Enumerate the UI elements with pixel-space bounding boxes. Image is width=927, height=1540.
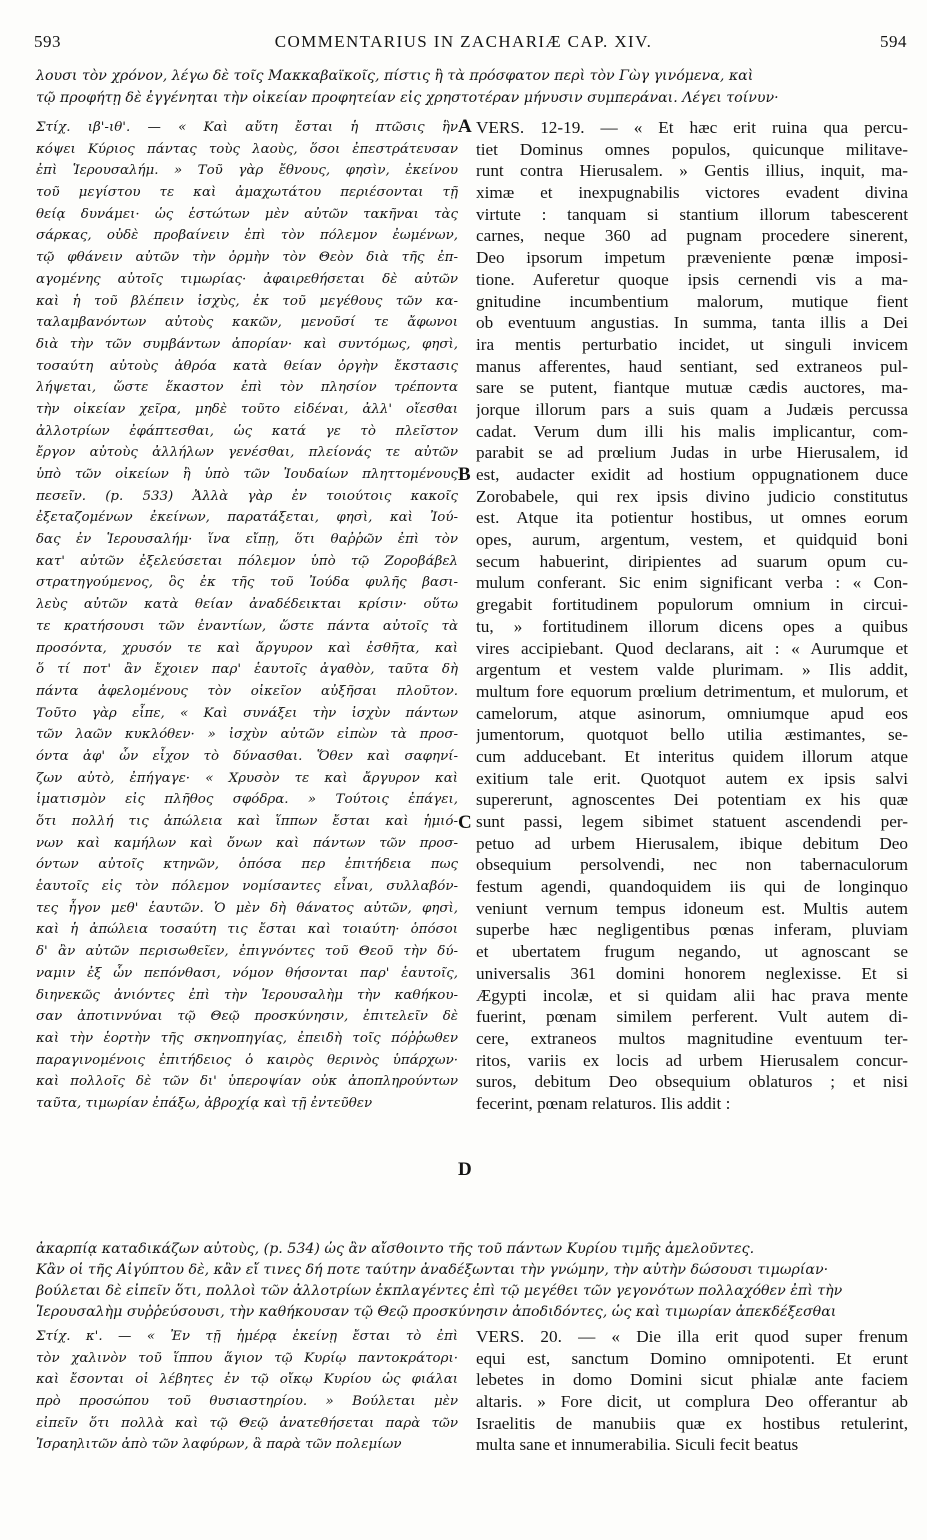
greek-text-line: ἔργον αὐτοὺς ἀλλήλων γενέσθαι, πλείονάς τε αὐτῶν [36,445,458,461]
greek-text-line: Ἰσραηλιτῶν ἀπὸ τῶν λαφύρων, ἃ παρὰ τῶν πολεμίων [36,1437,402,1453]
greek-text-line: παραγινομένοις ἐπιτήδειος ὁ καιρὸς θερινὸς ὑπάρχων· [36,1052,458,1068]
latin-text-line: ximæ et inexpugnabilis victores evadent divina [476,183,908,203]
greek-text-line: ζων αὐτὸ, ἐπήγαγε· « Χρυσὸν τε καὶ ἄργυρον καὶ [36,770,458,786]
greek-text-line: ἐξεταζομένων ἐκείνων, παρατάξεται, φησὶ, καὶ Ἰού- [36,510,458,526]
latin-column-upper [476,117,908,1115]
latin-text-line: festum agendi, quandoquidem iis qui de longinquo [476,877,908,897]
greek-text-line: πρὸ προσώπου τοῦ θυσιαστηρίου. » Βούλεται μὲν [36,1394,458,1410]
latin-text-line: superbe hæc negligentibus pœnas inferam, pluviam [476,920,908,940]
latin-text-line: cere, extraneos multos magnitudine eventuum ter- [476,1028,908,1048]
greek-text-line: ἑαυτοῖς εἰς τὸν πόλεμον νομίσαντες εἶναι, συλλαβόν- [36,879,458,895]
greek-text-line: κατ' αὐτῶν ἐξελεύσεται πόλεμον ὑπὸ τῷ Ζοροβάβελ [36,553,458,569]
latin-text-line: parabit se ad prœlium Judas in urbe Hierusalem, id [476,443,908,463]
latin-text-line: cadat. Verum dum illi his malis implicantur, com- [476,421,908,441]
greek-text-line: καὶ πολλοῖς δὲ τῶν δι' ὑπεροψίαν οὐκ ἀποπληρούντων [36,1074,458,1090]
latin-text-line: exitium tale erit. Quotquot autem ex ipsis salvi [476,768,908,788]
greek-text-line: πάντα ἀφελομένους τὸν οἰκεῖον αὐξῆσαι πλοῦτον. [36,683,458,699]
latin-text-line: universalis 361 domini honorem neglexisse. Et si [476,963,908,983]
greek-column-upper [36,117,458,1115]
latin-text-line: multum fore equorum prœlium detrimentum, et mulorum, et [476,681,908,701]
latin-text-line: vires accipiebant. Quod declarans, ait : « Aurumque et [476,638,908,658]
greek-text-line: πεσεῖν. (p. 533) Ἀλλὰ γὰρ ἐν τοιούτοις κακοῖς [36,488,458,504]
latin-text-line: opes, aurum, argentum, vestem, et quidquid boni [476,530,908,550]
greek-text-line: τῷ φθάνειν αὐτῶν τὴν ὁρμὴν τὸν Θεὸν διὰ τῆς ἐπ- [36,250,458,266]
latin-text-line: Israelitis de manubiis quæ ex hostibus retulerint, [476,1413,908,1433]
greek-text-line: τὸν χαλινὸν τοῦ ἵππου ἅγιον τῷ Κυρίῳ παντοκράτορι· [36,1350,458,1366]
latin-text-line: et ubertatem frugum negando, ut agnoscant se [476,942,908,962]
greek-text-line: ἀλλοτρίων ἐφάπτεσθαι, ὡς κατά γε τὸ πλεῖστον [36,423,458,439]
greek-text-line: θείᾳ δυνάμει· ὡς ἑστώτων μὲν αὐτῶν τακῆναι τὰς [36,206,458,222]
greek-text-line: ὅ τί ποτ' ἂν ἔχοιεν παρ' ἑαυτοῖς ἀγαθὸν, ταῦτα δὴ [36,662,458,678]
greek-text-line: ναμιν ἐξ ὧν πεπόνθασι, νόμον θήσονται παρ' ἑαυτοῖς, [36,965,458,981]
page-number-right: 594 [880,32,907,51]
latin-text-line: tu, » fortitudinem illorum dicens opes a quibus [476,616,908,636]
greek-text-line: τες ἦγον μεθ' ἑαυτῶν. Ὁ μὲν δὴ θάνατος αὐτῶν, φησὶ, [36,900,458,916]
greek-text-line: ἐπὶ Ἱερουσαλήμ. » Τοῦ γὰρ ἔθνους, φησὶν, ἐκείνου [36,163,458,179]
latin-text-line: ob eventuum angustias. In summa, tanta illis a Dei [476,313,908,333]
greek-intro-line: λουσι τὸν χρόνον, λέγω δὲ τοῖς Μακκαβαϊκοῖς, πίστις ἢ τὰ πρόσφατον περὶ τὸν Γὼγ γινόμενα, καὶ [36,68,754,84]
latin-text-line: sunt passi, legem sibimet statuent ascendendi per- [476,812,908,831]
greek-column-lower [36,1326,458,1456]
latin-text-line: gregabit fortitudinem populorum omnium in circui- [476,595,908,615]
section-marker-d: D [458,1159,472,1180]
section-marker-c: C [458,812,472,833]
greek-full-width-line: Ἱερουσαλὴμ συῤῥεύσουσι, τὴν καθήκουσαν τῷ Θεῷ προσκύνησιν ἀποδιδόντες, ὡς καὶ τιμωρίαν ἀπεκδέξεσθαι [36,1304,837,1320]
latin-text-line: argentum et vestem valde plurimam. » Ilis addit, [476,660,908,680]
greek-text-line: ταῦτα, τιμωρίαν ἐπάξω, ἀβροχίᾳ καὶ τῇ ἐντεῦθεν [36,1095,373,1111]
latin-text-line: altaris. » Fore dicit, ut complura Deo offerantur ab [476,1392,908,1412]
greek-text-line: τε κρατήσουσι τῶν ἐναντίων, ὥστε πάντα αὐτοῖς τὰ [36,618,458,634]
greek-text-line: τῶν λαῶν κυκλόθεν· » ἰσχὺν αὐτῶν εἰπὼν τὰ προσ- [36,727,458,743]
running-title: COMMENTARIUS IN ZACHARIÆ CAP. XIV. [274,32,653,51]
greek-text-line: ἱματισμὸν εἰς πλῆθος σφόδρα. » Τούτοις ἐπάγει, [36,792,458,808]
latin-text-line: manus afferentes, haud sentiant, sed extraneos pul- [476,356,908,376]
latin-text-line: tiet Dominus omnes populos, quicunque militave- [476,139,908,159]
latin-text-line: tione. Auferetur quoque ipsis cernendi vis a ma- [476,269,908,289]
latin-text-line: Zorobabele, qui rex ipsis divino judicio constitutus [476,486,908,506]
greek-text-line: νων καὶ καμήλων καὶ ὄνων καὶ πάντων τῶν προσ- [36,835,458,851]
greek-text-line: Στίχ. κ'. — « Ἐν τῇ ἡμέρᾳ ἐκείνῃ ἔσται τὸ ἐπὶ [36,1329,458,1344]
greek-text-line: λεὺς αὐτῶν κατὰ θείαν ἀναδέδεικται κρίσιν· οὕτω [36,597,458,613]
greek-text-line: διηνεκῶς ἀνιόντες ἐπὶ τὴν Ἱερουσαλὴμ τὴν καθήκου- [36,987,458,1003]
latin-text-line: runt contra Hierusalem. » Gentis illius, inquit, ma- [476,161,908,181]
latin-text-line: suros, debitum Deo obsequium oblaturos ; et nisi [476,1072,908,1092]
greek-text-line: καὶ τὴν ἑορτὴν τῆς σκηνοπηγίας, ἐπειδὴ τοῖς πόῤῥωθεν [36,1030,458,1046]
latin-text-line: jumentorum, quotquot bello utilia æstimantes, se- [476,725,908,745]
greek-text-line: αγομένης αὐτοῖς τιμωρίας· ἀφαιρεθήσεται δὲ αὐτῶν [36,271,458,287]
section-marker-a: A [458,116,472,137]
latin-text-line: virtute : tanquam si stantium illorum tabescerent [476,204,908,224]
latin-text-line: ira mentis perturbatio incidet, ut singuli invicem [476,334,908,354]
latin-text-line: petuo ad urbem Hierusalem, ibique debitum Deo [476,833,908,853]
latin-text-line: obsequium persolvendi, nec non tabernaculorum [476,855,908,875]
greek-text-line: τὴν οἰκείαν χεῖρα, μηδὲ τοῦτο εἰδέναι, ἀλλ' οἴεσθαι [36,401,458,417]
latin-text-line: fecerint, pœnam relaturos. Ilis addit : [476,1093,731,1113]
greek-intro-line: τῷ προφήτῃ δὲ ἐγγένηται τὴν οἰκείαν προφητείαν εἰς χρηστοτέραν μήνυσιν συμπεράναι. Λέγει τοίνυν· [36,90,779,106]
page-number-left: 593 [34,32,61,51]
latin-text-line: cum adducebant. Et interitus quidem illorum atque [476,746,908,766]
latin-text-line: multa sane et innumerabilia. Siculi fecit beatus [476,1435,799,1455]
greek-text-line: στρατηγούμενος, ὃς ἐκ τῆς τοῦ Ἰούδα φυλῆς βασι- [36,575,458,591]
greek-text-line: καὶ ἡ τοῦ βλέπειν ἰσχὺς, ἐκ τοῦ μεγέθους τῶν κα- [36,293,458,309]
greek-text-line: δας ἐν Ἱερουσαλήμ· ἵνα εἴπῃ, ὅτι θαῤῥῶν ἐπὶ τὸν [36,532,458,548]
greek-text-line: ταλαμβανόντων αὐτοὺς κακῶν, μενοῦσί τε ἄφωνοι [36,315,458,331]
greek-text-line: τοῦ μεγίστου τε καὶ ἀμαχωτάτου περιέσονται τῇ [36,185,458,201]
latin-column-lower [476,1326,908,1456]
latin-text-line: VERS. 20. — « Die illa erit quod super frenum [476,1327,908,1346]
latin-text-line: veniunt vernum tempus idoneum est. Multis autem [476,898,908,918]
greek-text-line: καὶ ἡ ἀπώλεια τοσαύτη τις ἔσται καὶ τοιαύτη· ὁπόσοι [36,922,458,938]
latin-text-line: supererunt, agnoscentes Dei potentiam ex his quæ [476,790,908,810]
greek-text-line: δ' ἂν αὐτῶν περισωθεῖεν, ἐπιγνόντες τοῦ Θεοῦ τὴν δύ- [36,944,458,960]
latin-text-line: ritos, variis ex locis ad urbem Hierusalem concur- [476,1050,908,1070]
latin-text-line: gnitudine incumbentium malorum, mutique fient [476,291,908,311]
latin-text-line: carnes, neque 360 ad pugnam procedere sinerent, [476,226,908,246]
greek-text-line: εἰπεῖν ὅτι πολλὰ καὶ τῷ Θεῷ ἀνατεθήσεται παρὰ τῶν [36,1415,458,1431]
latin-text-line: jorque illorum pars a suis quam a Judæis percussa [476,399,908,419]
greek-text-line: κόψει Κύριος πάντας τοὺς λαοὺς, ὅσοι ἐπεστράτευσαν [36,141,458,157]
greek-text-line: καὶ ἔσονται οἱ λέβητες ἐν τῷ οἴκῳ Κυρίου ὡς φιάλαι [36,1372,458,1388]
greek-text-line: προσόντα, χρυσόν τε καὶ ἄργυρον καὶ ἐσθῆτα, καὶ [36,640,458,656]
greek-text-line: διὰ τὴν τῶν συμβάντων ἀπορίαν· καὶ συντόμως, φησὶ, [36,336,458,352]
greek-text-line: τοσαύτη αὐτοὺς ἀθρόα κατὰ θείαν ὀργὴν ἔκστασις [36,358,458,374]
greek-full-width-line: ἀκαρπίᾳ καταδικάζων αὐτοὺς, (p. 534) ὡς ἂν αἴσθοιντο τῆς τοῦ πάντων Κυρίου τιμῆς ἀμελοῦντες. [36,1241,755,1257]
greek-text-line: ὅτι πολλή τις ἀπώλεια καὶ ἵππων ἔσται καὶ ἡμιό- [36,814,458,829]
greek-text-line: σάρκας, οὐδὲ προβαίνειν ἐπὶ τὸν πόλεμον ἐωμένων, [36,228,458,244]
latin-text-line: equi est, sanctum Domino omnipotenti. Et erunt [476,1348,908,1368]
latin-text-line: Deo ipsorum impetum præveniente pœnæ imposi- [476,248,908,268]
latin-text-line: VERS. 12-19. — « Et hæc erit ruina qua percu- [476,118,908,137]
section-marker-b: B [458,464,471,485]
latin-text-line: lebetes in domo Domini sicut phialæ ante faciem [476,1370,908,1390]
greek-full-width-line: Κἂν οἱ τῆς Αἰγύπτου δὲ, κἂν εἴ τινες δή ποτε ταύτην ἀναδέξωνται τὴν γνώμην, τὴν αὐτὴν δώσουσι τιμωρίαν· [36,1262,829,1278]
greek-full-width-line: βούλεται δὲ εἰπεῖν ὅτι, πολλοὶ τῶν ἀλλοτρίων ἐκπλαγέντες ἐπὶ τῷ μεγέθει τῶν γεγονότων πολλαχόθεν ἐπὶ τὴν [36,1283,843,1299]
greek-text-line: όντων αὐτοῖς κτηνῶν, ὁπόσα περ ἐπιτήδεια πως [36,857,458,873]
greek-text-line: Τοῦτο γὰρ εἶπε, « Καὶ συνάξει τὴν ἰσχὺν πάντων [36,705,458,721]
latin-text-line: fuerint, pœnam similem perferent. Vult autem di- [476,1007,908,1027]
latin-text-line: secum habuerint, diripientes ad suarum opum cu- [476,551,908,571]
greek-text-line: σαν ἀποτιννύναι τῷ Θεῷ προσκύνησιν, ἐπιτελεῖν δὲ [36,1009,458,1025]
latin-text-line: camelorum, atque asinorum, omniumque apud eos [476,703,908,723]
latin-text-line: sare se putent, fiantque mutuæ cædis auctores, ma- [476,378,908,398]
latin-text-line: mulum conferant. Sic enim significant verba : « Con- [476,573,908,593]
greek-text-line: ὑπὸ τῶν οἰκείων ἢ ὑπὸ τῶν Ἰουδαίων πληττομένους [36,467,458,482]
greek-text-line: Στίχ. ιβ'-ιθ'. — « Καὶ αὕτη ἔσται ἡ πτῶσις ἣν [36,120,458,135]
greek-text-line: λήψεται, ὥστε ἕκαστον ἐπὶ τὸν πλησίον τρέποντα [36,380,458,396]
latin-text-line: est. Atque ita potientur hostibus, ut omnes eorum [476,508,908,528]
latin-text-line: Ægypti incolæ, et si quidam alii hac prava mente [476,985,908,1005]
latin-text-line: est, audacter exidit ad hostium oppugnationem duce [476,465,908,484]
greek-text-line: όντα ἀφ' ὧν εἶχον τὸ δύνασθαι. Ὅθεν καὶ σαφηνί- [36,748,458,764]
